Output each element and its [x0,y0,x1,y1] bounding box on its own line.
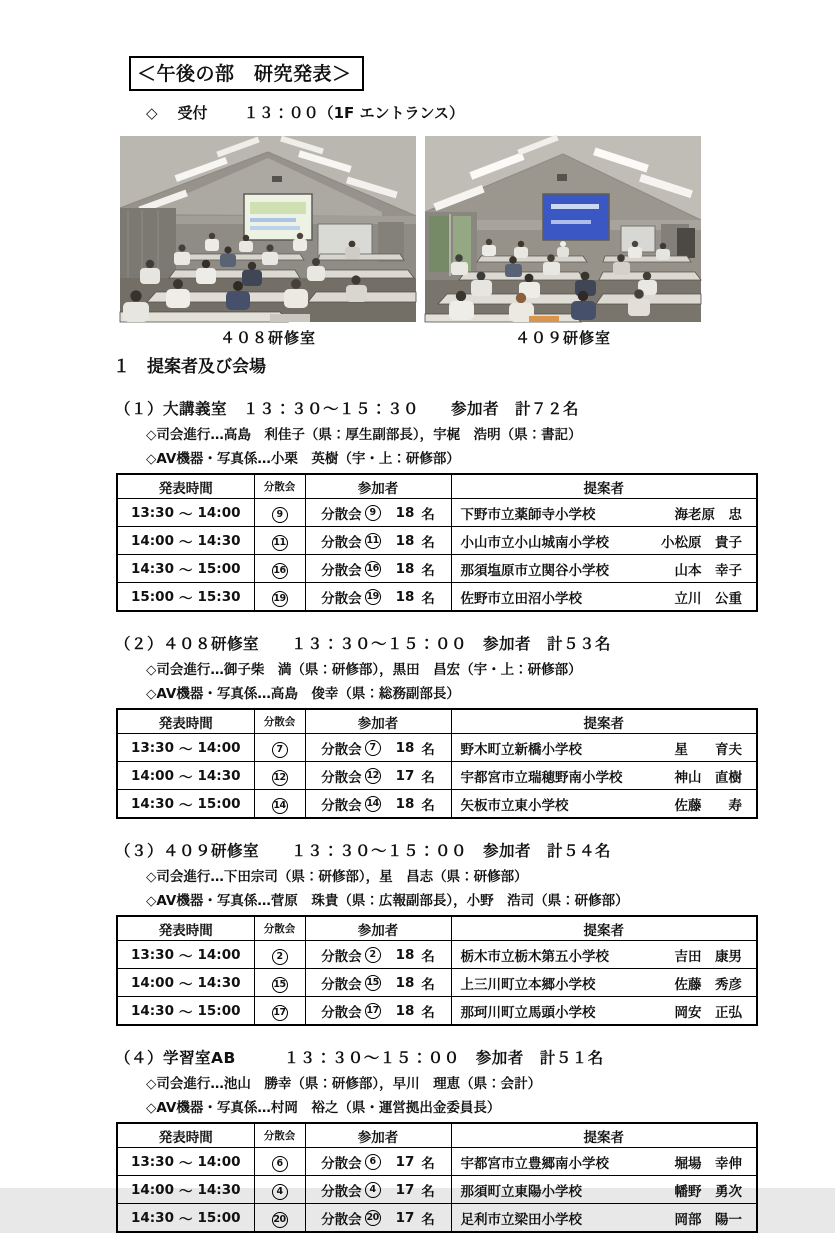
header-participants: 参加者 [305,474,451,499]
participants-cell: 分散会 20 17 名 [305,1204,451,1233]
group-number-cell [254,555,305,583]
circled-number: 12 [272,770,288,786]
table-row [117,941,757,969]
participants-cell: 分散会 15 18 名 [305,969,451,997]
table-header-row [117,474,757,499]
presenter-name: 堀場 幸伸 [674,1155,742,1172]
header-time: 発表時間 [117,474,254,499]
venue-2-av-staff: ◇AV機器・写真係…高島 俊幸（県：総務副部長） [146,686,460,702]
participants-cell: 分散会 14 18 名 [305,790,451,819]
venue-4-av-staff: ◇AV機器・写真係…村岡 裕之（県・運営拠出金委員長） [146,1100,501,1116]
venue-2-moderator: ◇司会進行…御子柴 満（県：研修部），黒田 昌宏（宇・上：研修部） [146,662,582,678]
venue-1-schedule-table [116,473,758,612]
school-name: 那須塩原市立関谷小学校 [460,562,609,579]
presenter-cell [451,790,757,819]
venue-4-block [0,1046,835,1233]
venue-4-title: （４）学習室AB １３：３０～１５：００ 参加者 計５１名 [115,1049,604,1067]
circled-number: 7 [365,740,381,756]
group-number-cell [254,734,305,762]
table-header-row [117,916,757,941]
page-title: ＜午後の部 研究発表＞ [129,56,364,91]
presenter-cell [451,762,757,790]
school-name: 宇都宮市立瑞穂野南小学校 [460,769,623,786]
presentation-time-cell: 13:30 ～ 14:00 [117,1148,254,1176]
presenter-name: 星 育夫 [674,741,742,758]
group-number-cell [254,499,305,527]
circled-number: 16 [365,561,381,577]
presentation-time-cell: 14:30 ～ 15:00 [117,790,254,819]
presenter-name: 佐藤 寿 [674,797,742,814]
circled-number: 4 [365,1182,381,1198]
circled-number: 20 [272,1212,288,1228]
venue-3-schedule-table [116,915,758,1026]
circled-number: 15 [272,977,288,993]
circled-number: 20 [365,1210,381,1226]
presenter-cell [451,1204,757,1233]
group-number-cell [254,997,305,1026]
circled-number: 11 [365,533,381,549]
presenter-name: 吉田 康男 [674,948,742,965]
presenter-name: 神山 直樹 [674,769,742,786]
table-row [117,997,757,1026]
venue-3-title: （３）４０９研修室 １３：３０～１５：００ 参加者 計５４名 [115,842,612,860]
venue-2-block [0,632,835,819]
circled-number: 15 [365,975,381,991]
presentation-time-cell: 14:00 ～ 14:30 [117,969,254,997]
photo-409-caption: ４０９研修室 [514,329,611,347]
school-name: 小山市立小山城南小学校 [460,534,609,551]
photo-row [120,136,835,322]
presenter-cell [451,997,757,1026]
header-group: 分散会 [254,474,305,499]
presentation-time-cell: 13:30 ～ 14:00 [117,941,254,969]
circled-number: 2 [272,949,288,965]
venue-4-schedule-table [116,1122,758,1233]
header-group: 分散会 [254,1123,305,1148]
presenter-cell [451,734,757,762]
table-row [117,969,757,997]
photo-409 [425,136,701,322]
venue-2-schedule-table [116,708,758,819]
reception-label: 受付 [177,104,208,122]
diamond-bullet-icon: ◇ [146,104,158,122]
group-number-cell [254,969,305,997]
header-presenter: 提案者 [451,1123,757,1148]
venue-3-moderator: ◇司会進行…下田宗司（県：研修部），星 昌志（県：研修部） [146,869,528,885]
school-name: 那珂川町立馬頭小学校 [460,1004,596,1021]
circled-number: 4 [272,1184,288,1200]
header-group: 分散会 [254,916,305,941]
presentation-time-cell: 13:30 ～ 14:00 [117,734,254,762]
group-number-cell [254,762,305,790]
participants-cell: 分散会 4 17 名 [305,1176,451,1204]
header-participants: 参加者 [305,709,451,734]
presentation-time-cell: 14:30 ～ 15:00 [117,1204,254,1233]
presenter-cell [451,1148,757,1176]
venue-1-moderator: ◇司会進行…高島 利佳子（県：厚生副部長），宇梶 浩明（県：書記） [146,427,582,443]
participants-cell: 分散会 17 18 名 [305,997,451,1026]
header-time: 発表時間 [117,1123,254,1148]
presenter-cell [451,969,757,997]
school-name: 宇都宮市立豊郷南小学校 [460,1155,609,1172]
group-number-cell [254,583,305,612]
group-number-cell [254,941,305,969]
school-name: 栃木市立栃木第五小学校 [460,948,609,965]
venue-1-title: （１）大講義室 １３：３０～１５：３０ 参加者 計７２名 [115,400,580,418]
group-number-cell [254,1204,305,1233]
presenter-name: 佐藤 秀彦 [674,976,742,993]
circled-number: 2 [365,947,381,963]
table-row [117,499,757,527]
circled-number: 6 [272,1156,288,1172]
presentation-time-cell: 14:30 ～ 15:00 [117,997,254,1026]
participants-cell: 分散会 6 17 名 [305,1148,451,1176]
table-header-row [117,709,757,734]
school-name: 佐野市立田沼小学校 [460,590,582,607]
circled-number: 14 [365,796,381,812]
school-name: 下野市立薬師寺小学校 [460,506,596,523]
header-participants: 参加者 [305,1123,451,1148]
school-name: 上三川町立本郷小学校 [460,976,596,993]
presenter-name: 小松原 貴子 [661,534,742,551]
presenter-name: 岡安 正弘 [674,1004,742,1021]
presenter-cell [451,499,757,527]
circled-number: 19 [272,591,288,607]
circled-number: 9 [272,507,288,523]
presenter-cell [451,555,757,583]
circled-number: 9 [365,505,381,521]
school-name: 野木町立新橋小学校 [460,741,582,758]
photo-captions [120,327,835,348]
circled-number: 14 [272,798,288,814]
circled-number: 19 [365,589,381,605]
header-presenter: 提案者 [451,709,757,734]
circled-number: 17 [272,1005,288,1021]
participants-cell: 分散会 19 18 名 [305,583,451,612]
presenter-cell [451,941,757,969]
presenter-cell [451,583,757,612]
participants-cell: 分散会 16 18 名 [305,555,451,583]
group-number-cell [254,790,305,819]
presentation-time-cell: 14:00 ～ 14:30 [117,1176,254,1204]
venue-1-av-staff: ◇AV機器・写真係…小栗 英樹（宇・上：研修部） [146,451,460,467]
group-number-cell [254,1176,305,1204]
presentation-time-cell: 14:00 ～ 14:30 [117,527,254,555]
school-name: 足利市立梁田小学校 [460,1211,582,1228]
table-header-row [117,1123,757,1148]
header-time: 発表時間 [117,916,254,941]
circled-number: 12 [365,768,381,784]
table-row [117,734,757,762]
presenter-name: 幡野 勇次 [674,1183,742,1200]
venue-1-block [0,397,835,612]
participants-cell: 分散会 9 18 名 [305,499,451,527]
presentation-time-cell: 14:00 ～ 14:30 [117,762,254,790]
presenter-cell [451,527,757,555]
header-presenter: 提案者 [451,474,757,499]
circled-number: 6 [365,1154,381,1170]
participants-cell: 分散会 2 18 名 [305,941,451,969]
group-number-cell [254,527,305,555]
group-number-cell [254,1148,305,1176]
presenter-name: 立川 公重 [674,590,742,607]
presenter-name: 海老原 忠 [674,506,742,523]
reception-time: １３：００（1F エントランス） [243,104,465,122]
section-heading: １ 提案者及び会場 [113,357,266,377]
participants-cell: 分散会 7 18 名 [305,734,451,762]
table-row [117,527,757,555]
table-row [117,1148,757,1176]
venue-3-av-staff: ◇AV機器・写真係…菅原 珠貴（県：広報副部長），小野 浩司（県：研修部） [146,893,629,909]
table-row [117,1204,757,1233]
table-row [117,583,757,612]
circled-number: 7 [272,742,288,758]
presenter-name: 山本 幸子 [674,562,742,579]
presentation-time-cell: 14:30 ～ 15:00 [117,555,254,583]
venue-3-block [0,839,835,1026]
circled-number: 16 [272,563,288,579]
presenter-cell [451,1176,757,1204]
venue-2-title: （２）４０８研修室 １３：３０～１５：００ 参加者 計５３名 [115,635,612,653]
participants-cell: 分散会 12 17 名 [305,762,451,790]
circled-number: 11 [272,535,288,551]
table-row [117,1176,757,1204]
reception-line [146,102,835,123]
presentation-time-cell: 15:00 ～ 15:30 [117,583,254,612]
header-group: 分散会 [254,709,305,734]
venue-4-moderator: ◇司会進行…池山 勝幸（県：研修部），早川 理恵（県：会計） [146,1076,542,1092]
photo-408 [120,136,416,322]
table-row [117,762,757,790]
participants-cell: 分散会 11 18 名 [305,527,451,555]
presentation-time-cell: 13:30 ～ 14:00 [117,499,254,527]
school-name: 那須町立東陽小学校 [460,1183,582,1200]
table-row [117,790,757,819]
circled-number: 17 [365,1003,381,1019]
presenter-name: 岡部 陽一 [674,1211,742,1228]
header-time: 発表時間 [117,709,254,734]
school-name: 矢板市立東小学校 [460,797,569,814]
header-participants: 参加者 [305,916,451,941]
photo-408-caption: ４０８研修室 [219,329,316,347]
table-row [117,555,757,583]
header-presenter: 提案者 [451,916,757,941]
